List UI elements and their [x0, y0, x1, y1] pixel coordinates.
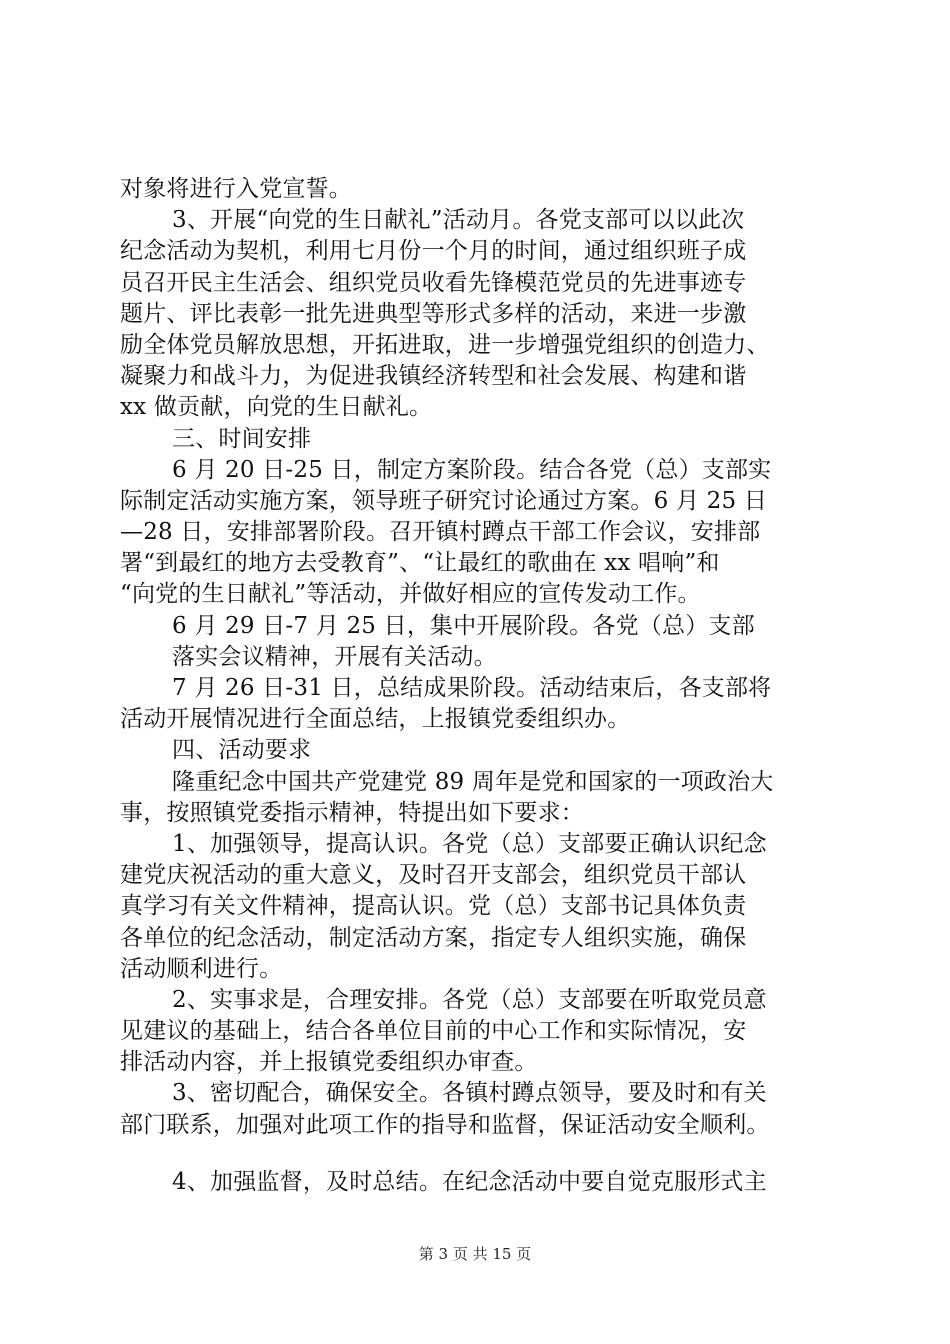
section-heading: 四、活动要求 [172, 737, 312, 764]
page-footer: 第 3 页 共 15 页 [418, 1245, 532, 1263]
document-body [120, 174, 840, 1198]
text-line: 4、加强监督，及时总结。在纪念活动中要自觉克服形式主 [172, 1168, 767, 1195]
text-line: 各单位的纪念活动，制定活动方案，指定专人组织实施，确保 [120, 924, 747, 951]
text-line: 题片、评比表彰一批先进典型等形式多样的活动，来进一步激 [120, 300, 747, 327]
text-line: 事，按照镇党委指示精神，特提出如下要求： [120, 799, 584, 826]
text-line: xx 做贡献，向党的生日献礼。 [120, 394, 433, 421]
text-line: 凝聚力和战斗力，为促进我镇经济转型和社会发展、构建和谐 [120, 363, 747, 390]
text-line: 真学习有关文件精神，提高认识。党（总）支部书记具体负责 [120, 893, 747, 920]
text-line: 活动顺利进行。 [120, 955, 283, 982]
text-line: 3、开展“向党的生日献礼”活动月。各党支部可以以此次 [172, 207, 745, 234]
text-line: —28 日，安排部署阶段。召开镇村蹲点干部工作会议，安排部 [120, 519, 761, 546]
text-line: 署“到最红的地方去受教育”、“让最红的歌曲在 xx 唱响”和 [120, 550, 720, 577]
paragraph-gap [120, 1141, 840, 1167]
text-line: 纪念活动为契机，利用七月份一个月的时间，通过组织班子成 [120, 238, 747, 265]
text-line: 3、密切配合，确保安全。各镇村蹲点领导，要及时和有关 [172, 1080, 767, 1107]
text-line: 落实会议精神，开展有关活动。 [172, 643, 497, 670]
text-line: 6 月 29 日-7 月 25 日，集中开展阶段。各党（总）支部 [172, 612, 755, 639]
text-line: 6 月 20 日-25 日，制定方案阶段。结合各党（总）支部实 [172, 456, 772, 483]
text-line: 7 月 26 日-31 日，总结成果阶段。活动结束后，各支部将 [172, 675, 772, 701]
text-line: 部门联系，加强对此项工作的指导和监督，保证活动安全顺利。 [120, 1111, 770, 1138]
text-line: 对象将进行入党宣誓。 [120, 176, 352, 202]
text-line: 际制定活动实施方案，领导班子研究讨论通过方案。6 月 25 日 [120, 487, 768, 514]
text-line: 1、加强领导，提高认识。各党（总）支部要正确认识纪念 [172, 830, 767, 857]
text-line: “向党的生日献礼”等活动，并做好相应的宣传发动工作。 [120, 581, 701, 608]
text-line: 励全体党员解放思想，开拓进取，进一步增强党组织的创造力、 [120, 331, 770, 358]
section-heading: 三、时间安排 [172, 425, 312, 452]
text-line: 员召开民主生活会、组织党员收看先锋模范党员的先进事迹专 [120, 269, 747, 296]
text-line: 隆重纪念中国共产党建党 89 周年是党和国家的一项政治大 [172, 768, 774, 795]
text-line: 2、实事求是，合理安排。各党（总）支部要在听取党员意 [172, 986, 767, 1013]
text-line: 排活动内容，并上报镇党委组织办审查。 [120, 1049, 538, 1076]
text-line: 建党庆祝活动的重大意义，及时召开支部会，组织党员干部认 [120, 862, 747, 889]
text-line: 见建议的基础上，结合各单位目前的中心工作和实际情况，安 [120, 1018, 747, 1045]
text-line: 活动开展情况进行全面总结，上报镇党委组织办。 [120, 706, 631, 733]
